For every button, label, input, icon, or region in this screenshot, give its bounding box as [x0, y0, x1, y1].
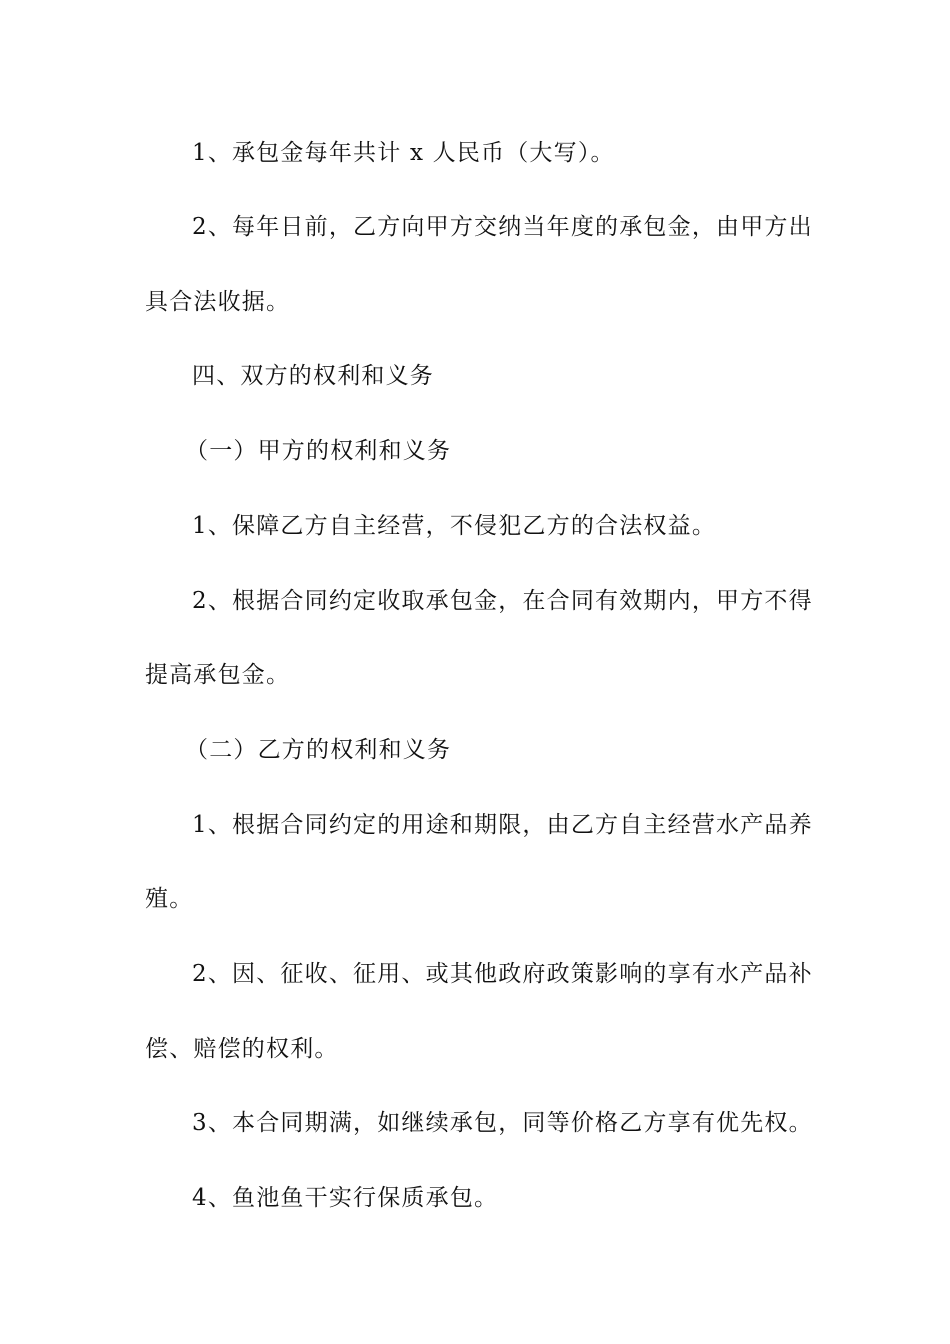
text-line: 3、本合同期满，如继续承包，同等价格乙方享有优先权。: [192, 1110, 813, 1136]
subsection-heading: （二）乙方的权利和义务: [185, 737, 452, 763]
text-line: 4、鱼池鱼干实行保质承包。: [192, 1185, 499, 1211]
text-line: 1、承包金每年共计 x 人民币（大写）。: [192, 140, 615, 166]
text-line: 殖。: [145, 886, 194, 912]
text-line: 1、根据合同约定的用途和期限，由乙方自主经营水产品养: [192, 812, 813, 838]
text-line: 1、保障乙方自主经营，不侵犯乙方的合法权益。: [192, 513, 717, 539]
text-line: 2、因、征收、征用、或其他政府政策影响的享有水产品补: [192, 961, 813, 987]
section-heading: 四、双方的权利和义务: [192, 363, 434, 389]
text-line: 2、根据合同约定收取承包金，在合同有效期内，甲方不得: [192, 588, 813, 614]
text-line: 2、每年日前，乙方向甲方交纳当年度的承包金，由甲方出: [192, 214, 813, 240]
text-line: 偿、赔偿的权利。: [145, 1036, 339, 1062]
text-line: 提高承包金。: [145, 662, 291, 688]
text-line: 具合法收据。: [145, 289, 291, 315]
subsection-heading: （一）甲方的权利和义务: [185, 438, 452, 464]
